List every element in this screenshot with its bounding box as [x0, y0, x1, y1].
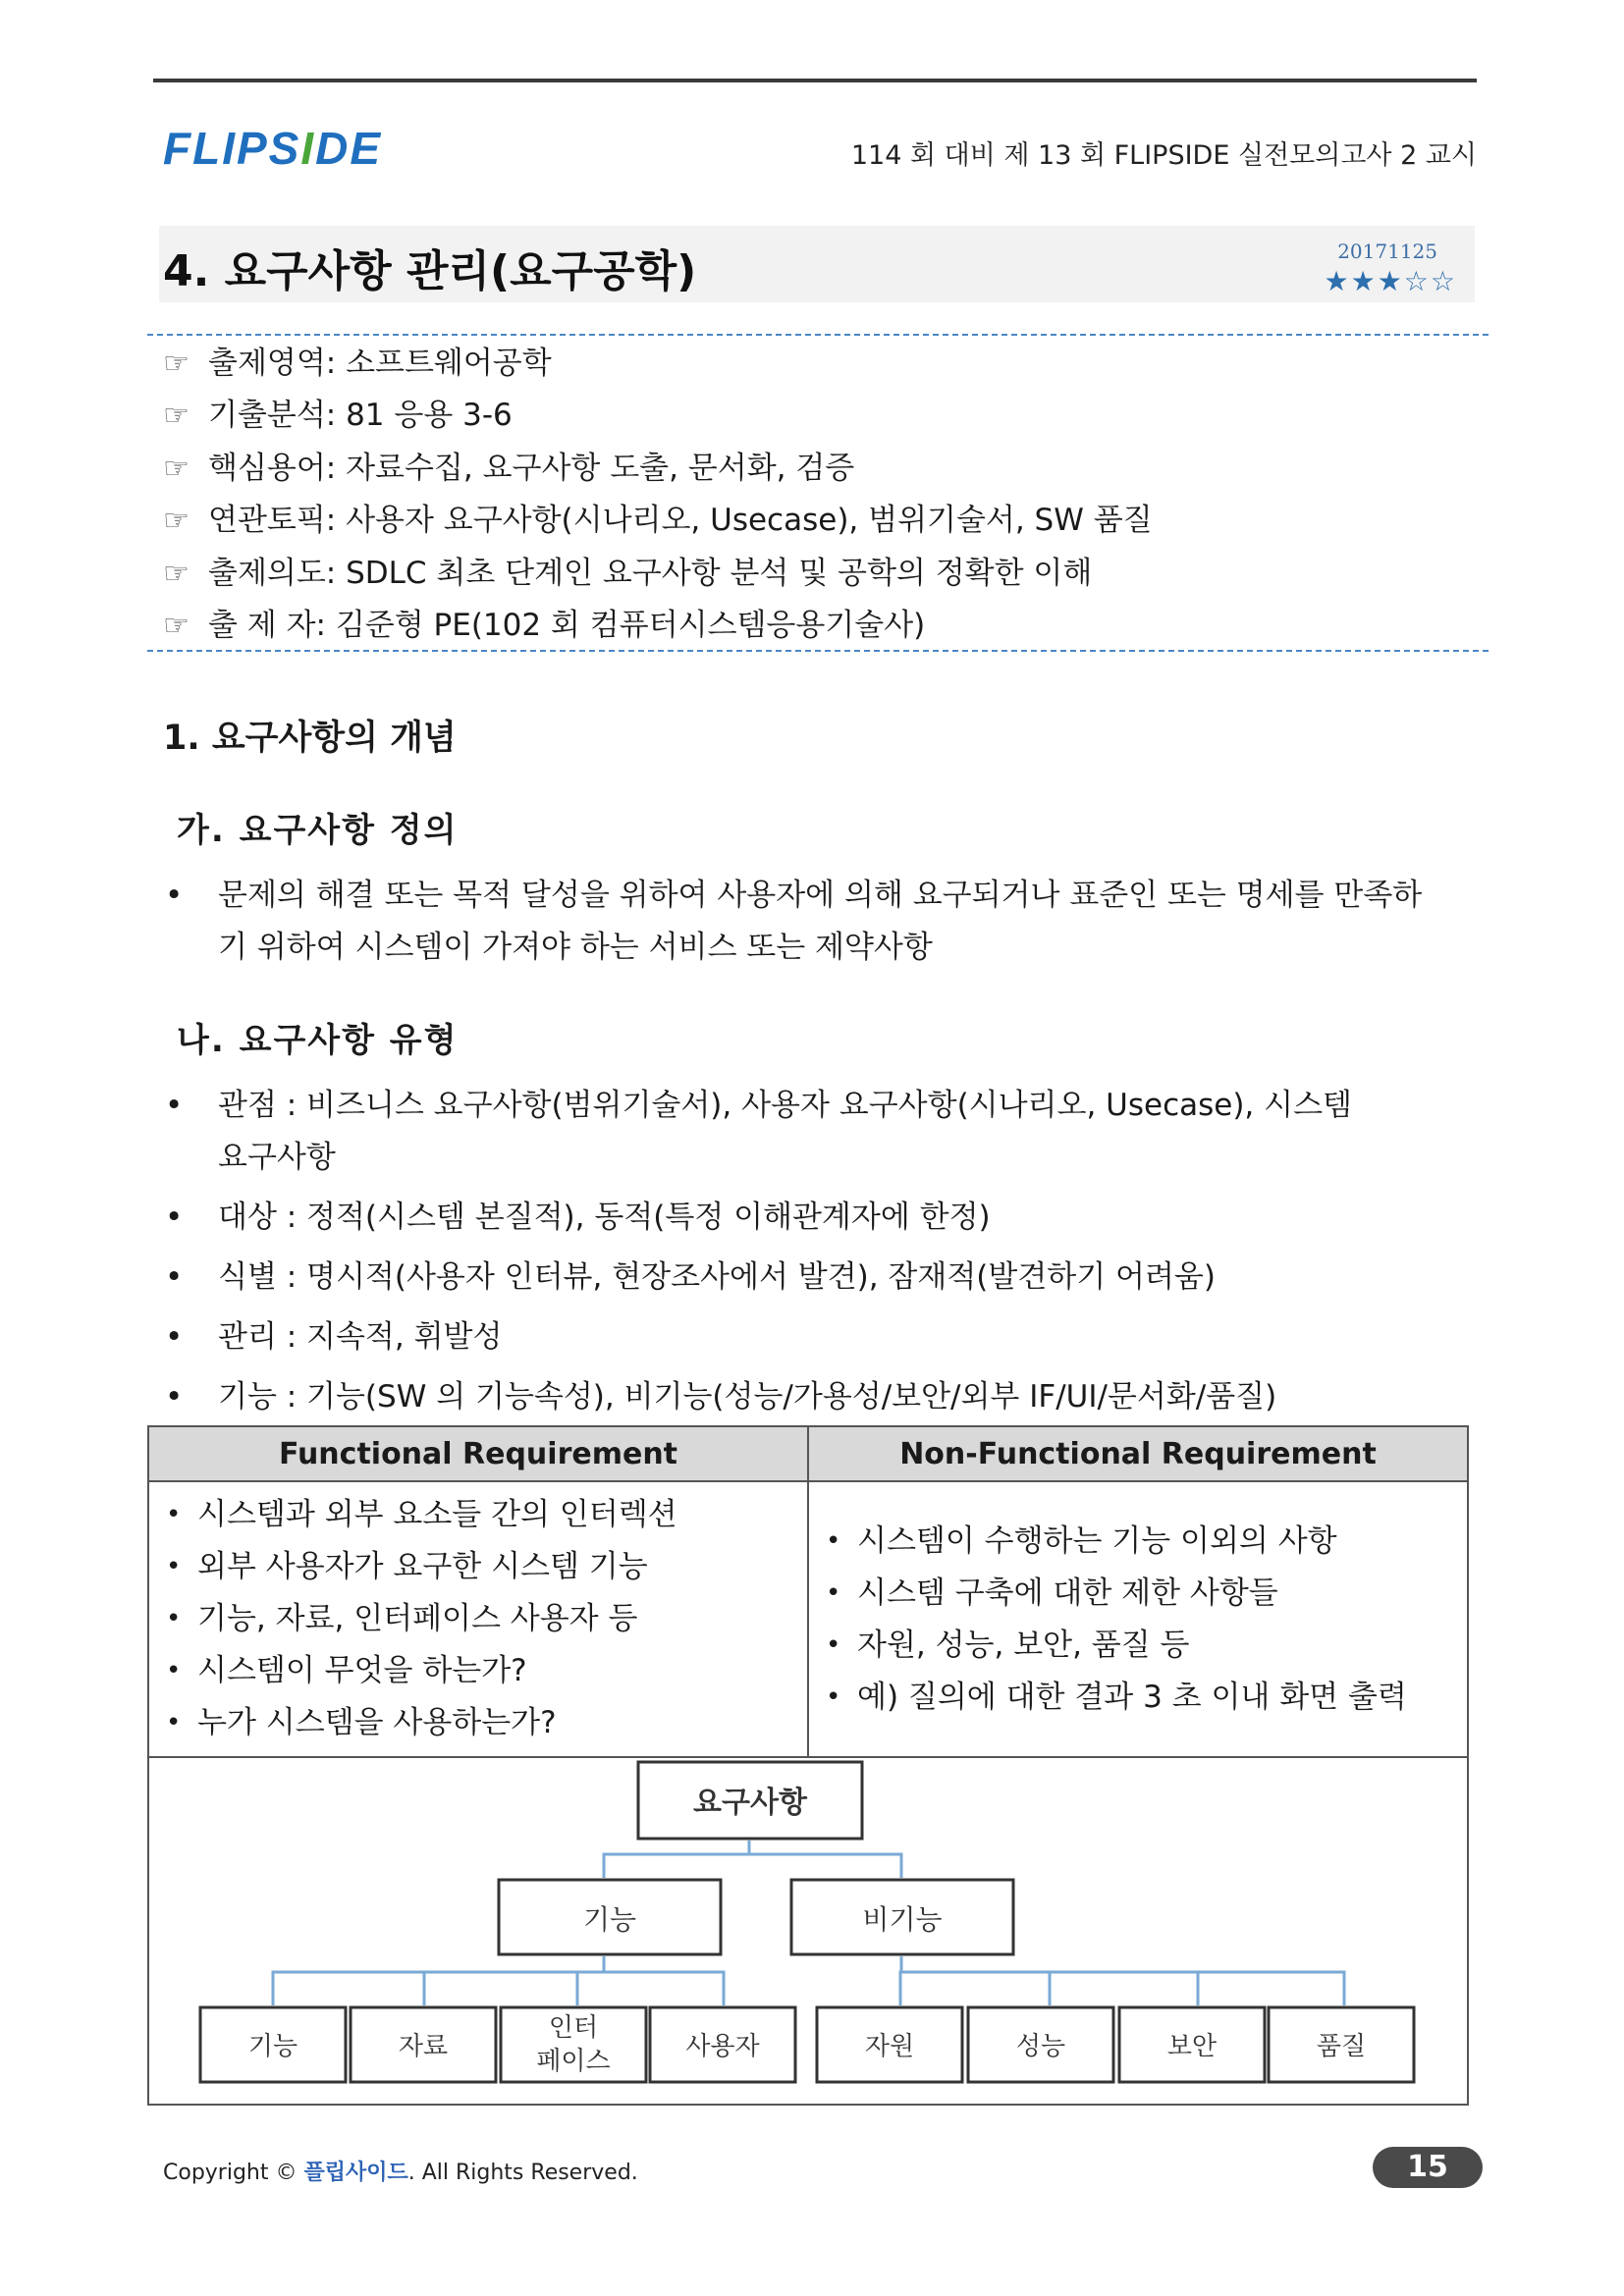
non-functional-label: 비기능	[862, 1903, 943, 1936]
leaf-label: 성능	[1015, 2032, 1066, 2061]
leaf-node	[1119, 2007, 1265, 2082]
leaf-label: 페이스	[536, 2047, 611, 2076]
leaf-label: 보안	[1166, 2032, 1218, 2061]
exam-title: 114 회 대비 제 13 회 FLIPSIDE 실전모의고사 2 교시	[850, 140, 1477, 171]
leaf-label: 자료	[398, 2032, 449, 2061]
functional-node	[499, 1880, 721, 1954]
meta-divider-top	[147, 334, 1489, 336]
list-item: • 누가 시스템을 사용하는가?	[158, 1697, 798, 1749]
leaf-label: 기능	[247, 2032, 298, 2061]
list-item: • 관리 : 지속적, 휘발성	[163, 1311, 1390, 1363]
list-item: • 시스템이 수행하는 기능 이외의 사항	[818, 1516, 1458, 1568]
leaf-node	[817, 2007, 962, 2082]
functional-label: 기능	[582, 1903, 637, 1936]
footer-copyright: Copyright © 플립사이드. All Rights Reserved.	[163, 2161, 638, 2185]
functional-cell	[148, 1481, 808, 1757]
topic-title: 4. 요구사항 관리(요구공학)	[163, 246, 697, 296]
pointer-icon: ☞	[163, 399, 189, 434]
non-functional-header: Non-Functional Requirement	[808, 1426, 1468, 1481]
pointer-icon: ☞	[163, 504, 189, 539]
topic-date: 20171125	[1337, 240, 1437, 263]
leaf-node	[1269, 2007, 1414, 2082]
subsection-heading-definition: 가. 요구사항 정의	[177, 811, 459, 850]
meta-divider-bottom	[147, 650, 1489, 652]
meta-item: ☞ 출 제 자: 김준형 PE(102 회 컴퓨터시스템응용기술사)	[163, 602, 1153, 654]
list-item: • 대상 : 정적(시스템 본질적), 동적(특정 이해관계자에 한정)	[163, 1192, 1390, 1244]
functional-header: Functional Requirement	[148, 1426, 808, 1481]
meta-item: ☞ 연관토픽: 사용자 요구사항(시나리오, Usecase), 범위기술서, SW 품질	[163, 497, 1153, 549]
meta-item: ☞ 출제영역: 소프트웨어공학	[163, 340, 1153, 392]
list-item: • 시스템이 무엇을 하는가?	[158, 1645, 798, 1697]
meta-item: ☞ 핵심용어: 자료수집, 요구사항 도출, 문서화, 검증	[163, 445, 1153, 497]
leaf-label: 인터	[548, 2013, 599, 2043]
diagram-cell	[148, 1757, 1468, 2105]
root-label: 요구사항	[693, 1786, 807, 1820]
list-item: • 기능, 자료, 인터페이스 사용자 등	[158, 1593, 798, 1645]
list-item: • 기능 : 기능(SW 의 기능속성), 비기능(성능/가용성/보안/외부 IF/UI/문서화/품질)	[163, 1371, 1390, 1423]
list-item: • 관점 : 비즈니스 요구사항(범위기술서), 사용자 요구사항(시나리오, Usecase), 시스템 요구사항	[163, 1080, 1390, 1184]
requirement-table	[147, 1425, 1469, 2106]
leaf-node	[650, 2007, 795, 2082]
flipside-logo: FLIPSIDE	[163, 123, 383, 174]
subsection-heading-types: 나. 요구사항 유형	[177, 1021, 459, 1060]
list-item: • 시스템과 외부 요소들 간의 인터렉션	[158, 1489, 798, 1541]
pointer-icon: ☞	[163, 556, 189, 591]
list-item: • 외부 사용자가 요구한 시스템 기능	[158, 1541, 798, 1593]
definition-list	[163, 870, 1430, 974]
page-number: 15	[1373, 2147, 1483, 2188]
list-item: • 자원, 성능, 보안, 품질 등	[818, 1620, 1458, 1672]
pointer-icon: ☞	[163, 347, 189, 381]
meta-item: ☞ 기출분석: 81 응용 3-6	[163, 392, 1153, 444]
top-rule	[153, 79, 1477, 82]
leaf-node	[501, 2007, 646, 2082]
leaf-label: 품질	[1316, 2032, 1367, 2061]
leaf-label: 사용자	[685, 2032, 760, 2061]
leaf-node	[968, 2007, 1113, 2082]
non-functional-cell	[808, 1481, 1468, 1757]
leaf-label: 자원	[864, 2032, 915, 2061]
list-item: • 시스템 구축에 대한 제한 사항들	[818, 1568, 1458, 1620]
meta-item: ☞ 출제의도: SDLC 최초 단계인 요구사항 분석 및 공학의 정확한 이해	[163, 550, 1153, 602]
section-heading: 1. 요구사항의 개념	[163, 719, 457, 758]
list-item: • 문제의 해결 또는 목적 달성을 위하여 사용자에 의해 요구되거나 표준인 또는 명세를 만족하기 위하여 시스템이 가져야 하는 서비스 또는 제약사항	[163, 870, 1430, 974]
requirements-tree-diagram	[149, 1758, 1467, 2100]
non-functional-node	[791, 1880, 1013, 1954]
pointer-icon: ☞	[163, 451, 189, 486]
meta-list	[163, 340, 1153, 654]
root-node	[638, 1762, 862, 1839]
difficulty-stars: ★★★☆☆	[1324, 265, 1457, 297]
pointer-icon: ☞	[163, 608, 189, 643]
footer-brand: 플립사이드	[303, 2161, 408, 2185]
leaf-node	[200, 2007, 346, 2082]
list-item: • 식별 : 명시적(사용자 인터뷰, 현장조사에서 발견), 잠재적(발견하기 어려움)	[163, 1252, 1390, 1304]
list-item: • 예) 질의에 대한 결과 3 초 이내 화면 출력	[818, 1672, 1458, 1724]
leaf-node	[351, 2007, 496, 2082]
types-list	[163, 1080, 1390, 1423]
